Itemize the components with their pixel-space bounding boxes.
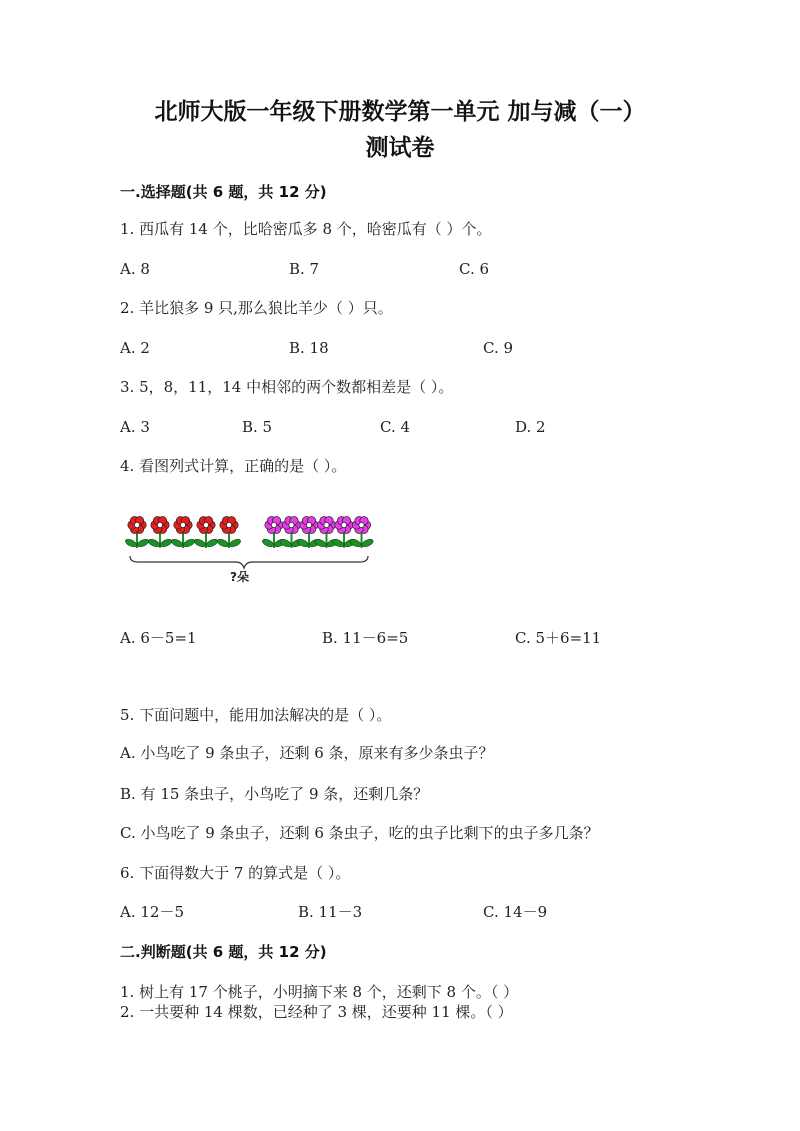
judgement-question-2: 2. 一共要种 14 棵数，已经种了 3 棵，还要种 11 棵。（ ） — [120, 1003, 513, 1021]
q6-option-a: A. 12－5 — [120, 903, 184, 921]
q3-option-c: C. 4 — [380, 418, 411, 436]
q1-option-b: B. 7 — [289, 260, 320, 278]
q6-option-c: C. 14－9 — [483, 903, 548, 921]
pink-flower — [349, 516, 374, 548]
q5-option-a: A. 小鸟吃了 9 条虫子，还剩 6 条，原来有多少条虫子？ — [120, 744, 494, 762]
q3-option-b: B. 5 — [242, 418, 273, 436]
pink-flower-group — [261, 516, 374, 548]
q5-option-b: B. 有 15 条虫子，小鸟吃了 9 条，还剩几条？ — [120, 785, 429, 803]
red-flower — [193, 516, 218, 548]
red-flower — [147, 516, 172, 548]
q4-option-b: B. 11－6=5 — [322, 629, 409, 647]
question-4: 4. 看图列式计算，正确的是（ ）。 — [120, 457, 347, 475]
flower-figure — [124, 512, 384, 592]
red-flower — [170, 516, 195, 548]
q4-option-c: C. 5＋6=11 — [515, 629, 602, 647]
q3-option-d: D. 2 — [515, 418, 546, 436]
question-2: 2. 羊比狼多 9 只,那么狼比羊少（ ）只。 — [120, 299, 393, 317]
brace-line — [130, 556, 368, 568]
q5-option-c: C. 小鸟吃了 9 条虫子，还剩 6 条虫子，吃的虫子比剩下的虫子多几条？ — [120, 824, 599, 842]
q3-option-a: A. 3 — [120, 418, 150, 436]
section-heading-judgement: 二.判断题(共 6 题，共 12 分) — [120, 943, 327, 961]
question-5: 5. 下面问题中，能用加法解决的是（ ）。 — [120, 706, 392, 724]
question-6: 6. 下面得数大于 7 的算式是（ ）。 — [120, 864, 351, 882]
q2-option-b: B. 18 — [289, 339, 329, 357]
page-title: 北师大版一年级下册数学第一单元 加与减（一） — [154, 99, 646, 125]
question-1: 1. 西瓜有 14 个，比哈密瓜多 8 个，哈密瓜有（ ）个。 — [120, 220, 492, 238]
judgement-question-1: 1. 树上有 17 个桃子，小明摘下来 8 个，还剩下 8 个。（ ） — [120, 983, 519, 1001]
q6-option-b: B. 11－3 — [298, 903, 363, 921]
figure-question-label: ?朵 — [230, 570, 249, 584]
q1-option-a: A. 8 — [120, 260, 150, 278]
q1-option-c: C. 6 — [459, 260, 490, 278]
flower-illustration — [124, 512, 384, 592]
q2-option-c: C. 9 — [483, 339, 514, 357]
section-heading-choice: 一.选择题(共 6 题，共 12 分) — [120, 183, 327, 201]
q4-option-a: A. 6－5=1 — [120, 629, 197, 647]
question-3: 3. 5，8，11，14 中相邻的两个数都相差是（ ）。 — [120, 378, 454, 396]
red-flower — [216, 516, 241, 548]
red-flower — [124, 516, 149, 548]
q2-option-a: A. 2 — [120, 339, 150, 357]
red-flower-group — [124, 516, 241, 548]
page-subtitle: 测试卷 — [365, 135, 435, 161]
